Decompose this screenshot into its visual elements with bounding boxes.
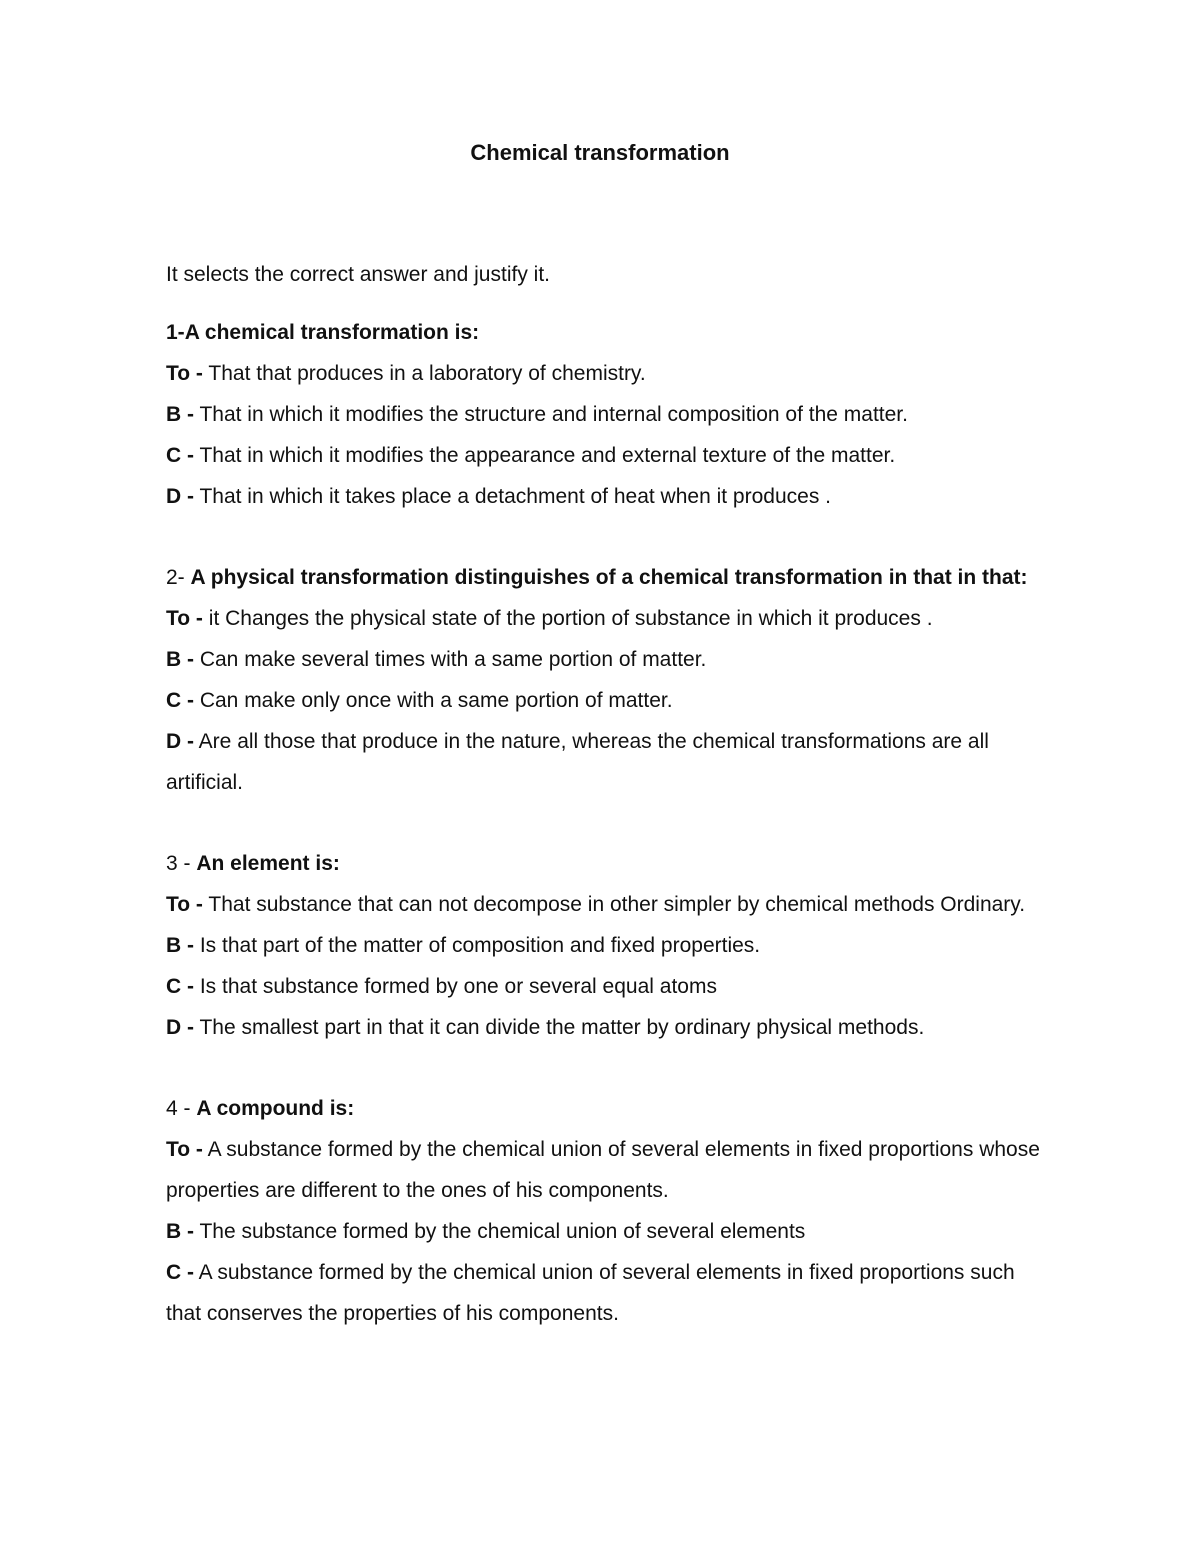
question-number: 4 - [166, 1097, 197, 1120]
instruction-text: It selects the correct answer and justify it. [166, 263, 550, 286]
question-text: An element is: [196, 852, 340, 875]
option-text: A substance formed by the chemical union of several elements in fixed proportions such that conserves the properties of his components. [166, 1261, 1015, 1325]
option-letter: C - [166, 1261, 194, 1284]
option-text: Is that part of the matter of composition and fixed properties. [194, 934, 761, 957]
question-text: A compound is: [196, 1097, 355, 1120]
option-letter: To - [166, 607, 203, 630]
question-4 [166, 1088, 1046, 1334]
option-letter: B - [166, 934, 194, 957]
option-a [166, 598, 1046, 639]
option-a [166, 353, 1046, 394]
question-1 [166, 312, 1046, 517]
option-text: The smallest part in that it can divide the matter by ordinary physical methods. [194, 1016, 925, 1039]
option-text: That substance that can not decompose in other simpler by chemical methods Ordinary. [202, 893, 1026, 916]
option-d [166, 476, 1046, 517]
option-letter: To - [166, 893, 203, 916]
option-text: The substance formed by the chemical union of several elements [194, 1220, 806, 1243]
option-b [166, 925, 1046, 966]
option-letter: To - [166, 1138, 203, 1161]
question-1-stem [166, 312, 1046, 353]
option-c [166, 435, 1046, 476]
question-3 [166, 843, 1046, 1048]
option-letter: D - [166, 485, 194, 508]
option-c [166, 1252, 1046, 1334]
option-letter: C - [166, 975, 194, 998]
option-text: Are all those that produce in the nature, whereas the chemical transformations are all artificial. [166, 730, 989, 794]
option-text: That that produces in a laboratory of chemistry. [202, 362, 646, 385]
option-letter: C - [166, 444, 194, 467]
document-body [166, 254, 1046, 1334]
question-text: A physical transformation distinguishes of a chemical transformation in that in that: [190, 566, 1028, 589]
question-number: 1- [166, 321, 185, 344]
option-text: That in which it modifies the appearance and external texture of the matter. [194, 444, 896, 467]
option-text: it Changes the physical state of the portion of substance in which it produces . [202, 607, 933, 630]
option-letter: C - [166, 689, 194, 712]
option-b [166, 1211, 1046, 1252]
option-b [166, 394, 1046, 435]
option-letter: D - [166, 1016, 194, 1039]
question-number: 2- [166, 566, 191, 589]
option-letter: D - [166, 730, 194, 753]
option-a [166, 1129, 1046, 1211]
option-c [166, 966, 1046, 1007]
option-text: Can make only once with a same portion of matter. [194, 689, 673, 712]
option-a [166, 884, 1046, 925]
option-c [166, 680, 1046, 721]
question-text: A chemical transformation is: [184, 321, 480, 344]
option-text: A substance formed by the chemical union of several elements in fixed proportions whose properties are different to the ones of his components. [166, 1138, 1040, 1202]
option-text: That in which it takes place a detachment of heat when it produces . [194, 485, 831, 508]
question-2-stem [166, 557, 1046, 598]
option-letter: B - [166, 1220, 194, 1243]
question-2 [166, 557, 1046, 803]
option-text: Can make several times with a same portion of matter. [194, 648, 707, 671]
option-text: That in which it modifies the structure and internal composition of the matter. [194, 403, 908, 426]
question-3-stem [166, 843, 1046, 884]
option-letter: B - [166, 648, 194, 671]
option-letter: B - [166, 403, 194, 426]
question-4-stem [166, 1088, 1046, 1129]
question-number: 3 - [166, 852, 197, 875]
option-b [166, 639, 1046, 680]
option-letter: To - [166, 362, 203, 385]
option-text: Is that substance formed by one or several equal atoms [194, 975, 717, 998]
option-d [166, 1007, 1046, 1048]
document-title: Chemical transformation [470, 140, 730, 165]
option-d [166, 721, 1046, 803]
